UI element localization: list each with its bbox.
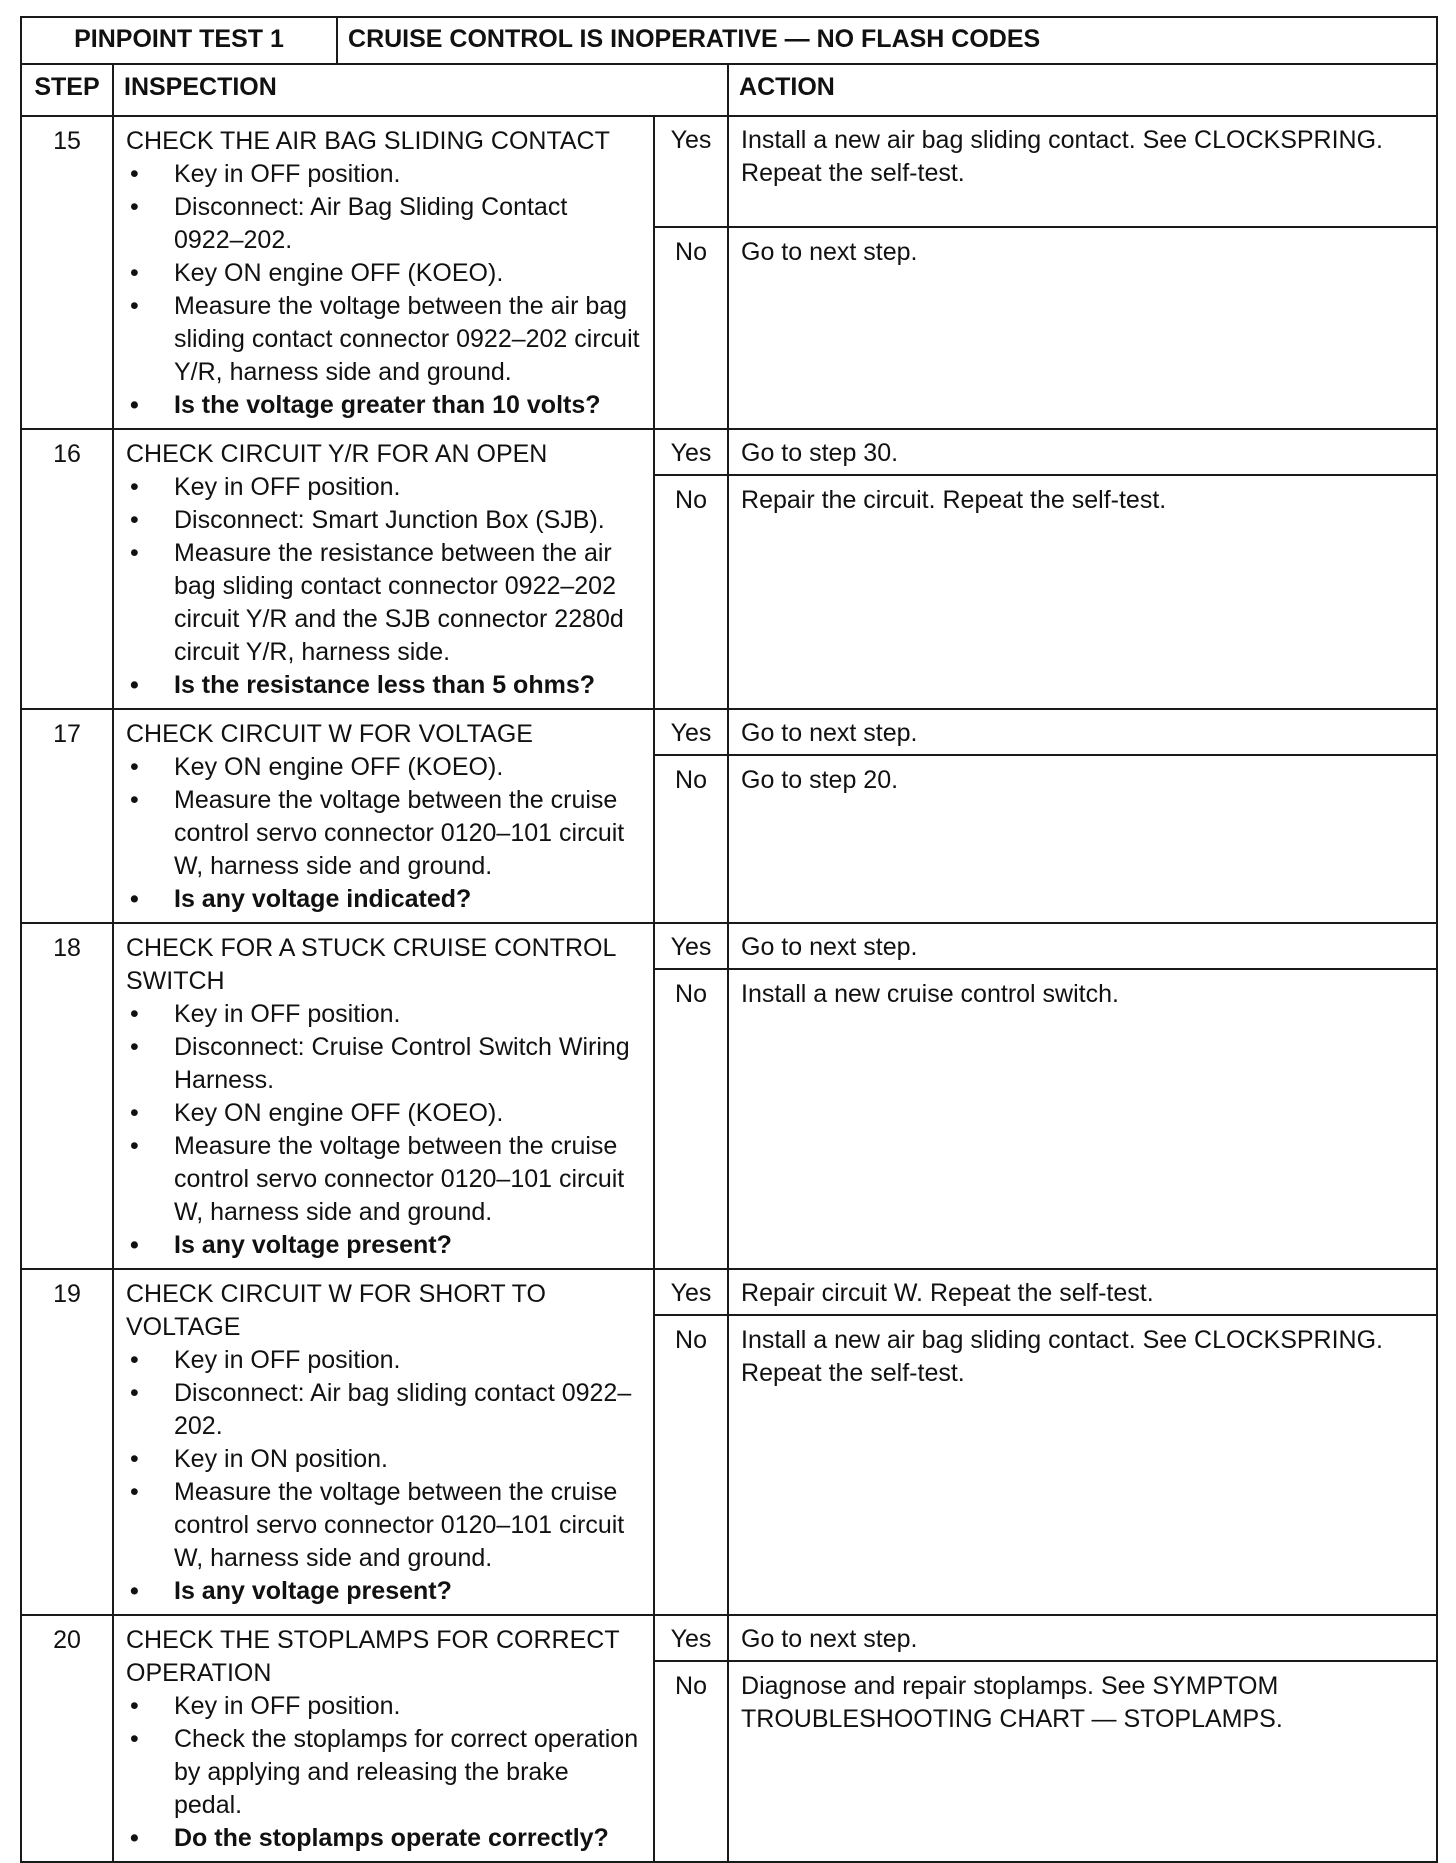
inspection-bullets bbox=[126, 1690, 643, 1855]
no-action: Repair the circuit. Repeat the self-test. bbox=[741, 486, 1167, 514]
yes-no-cell bbox=[654, 1615, 728, 1862]
yes-action: Install a new air bag sliding contact. See CLOCKSPRING. Repeat the self-test. bbox=[729, 117, 1436, 228]
inspection-bullets bbox=[126, 158, 643, 422]
step-bullet: • Key in ON position. bbox=[126, 1443, 643, 1476]
inspection-bullets bbox=[126, 471, 643, 702]
yes-no-cell bbox=[654, 709, 728, 923]
inspection-bullets bbox=[126, 998, 643, 1262]
step-row bbox=[21, 116, 1437, 429]
step-question: • Is the resistance less than 5 ohms? bbox=[126, 669, 643, 702]
action-cell bbox=[728, 116, 1437, 429]
yes-action: Go to next step. bbox=[729, 924, 1436, 970]
step-question: • Is any voltage indicated? bbox=[126, 883, 643, 916]
inspection-cell bbox=[113, 116, 654, 429]
no-label: No bbox=[675, 238, 707, 266]
action-cell bbox=[728, 429, 1437, 709]
step-question: • Is the voltage greater than 10 volts? bbox=[126, 389, 643, 422]
step-number: 16 bbox=[21, 429, 113, 709]
test-title: CRUISE CONTROL IS INOPERATIVE — NO FLASH CODES bbox=[337, 17, 1437, 64]
action-cell bbox=[728, 923, 1437, 1269]
step-bullet: • Measure the voltage between the cruise control servo connector 0120–101 circuit W, harness side and ground. bbox=[126, 784, 643, 883]
step-bullet: • Key ON engine OFF (KOEO). bbox=[126, 1097, 643, 1130]
yes-no-cell bbox=[654, 116, 728, 429]
yes-label: Yes bbox=[655, 924, 727, 970]
step-bullet: • Disconnect: Cruise Control Switch Wiring Harness. bbox=[126, 1031, 643, 1097]
no-label: No bbox=[675, 1672, 707, 1700]
yes-no-cell bbox=[654, 1269, 728, 1615]
step-bullet: • Measure the voltage between the air bag sliding contact connector 0922–202 circuit Y/R, harness side and ground. bbox=[126, 290, 643, 389]
inspection-cell bbox=[113, 1269, 654, 1615]
inspection-title: CHECK CIRCUIT Y/R FOR AN OPEN bbox=[126, 440, 548, 468]
pinpoint-test-table bbox=[20, 16, 1438, 1863]
step-row bbox=[21, 709, 1437, 923]
inspection-cell bbox=[113, 709, 654, 923]
action-cell bbox=[728, 1615, 1437, 1862]
yes-label: Yes bbox=[655, 1270, 727, 1316]
step-bullet: • Key ON engine OFF (KOEO). bbox=[126, 751, 643, 784]
inspection-cell bbox=[113, 923, 654, 1269]
inspection-title: CHECK CIRCUIT W FOR SHORT TO VOLTAGE bbox=[126, 1280, 546, 1341]
inspection-bullets bbox=[126, 751, 643, 916]
no-action: Diagnose and repair stoplamps. See SYMPTOM TROUBLESHOOTING CHART — STOPLAMPS. bbox=[741, 1672, 1283, 1733]
yes-action: Repair circuit W. Repeat the self-test. bbox=[729, 1270, 1436, 1316]
inspection-title: CHECK FOR A STUCK CRUISE CONTROL SWITCH bbox=[126, 934, 616, 995]
step-bullet: • Disconnect: Air bag sliding contact 0922–202. bbox=[126, 1377, 643, 1443]
step-row bbox=[21, 923, 1437, 1269]
step-bullet: • Measure the resistance between the air bag sliding contact connector 0922–202 circuit Y/R and the SJB connector 2280d circuit Y/R, harness side. bbox=[126, 537, 643, 669]
yes-label: Yes bbox=[655, 430, 727, 476]
step-number: 19 bbox=[21, 1269, 113, 1615]
step-bullet: • Check the stoplamps for correct operation by applying and releasing the brake pedal. bbox=[126, 1723, 643, 1822]
yes-no-cell bbox=[654, 429, 728, 709]
inspection-cell bbox=[113, 1615, 654, 1862]
action-cell bbox=[728, 1269, 1437, 1615]
step-number: 18 bbox=[21, 923, 113, 1269]
step-row bbox=[21, 429, 1437, 709]
step-question: • Do the stoplamps operate correctly? bbox=[126, 1822, 643, 1855]
yes-action: Go to next step. bbox=[729, 1616, 1436, 1662]
title-row bbox=[21, 17, 1437, 64]
step-bullet: • Key in OFF position. bbox=[126, 998, 643, 1031]
test-label: PINPOINT TEST 1 bbox=[21, 17, 337, 64]
step-row bbox=[21, 1269, 1437, 1615]
yes-action: Go to next step. bbox=[729, 710, 1436, 756]
inspection-bullets bbox=[126, 1344, 643, 1608]
no-label: No bbox=[675, 486, 707, 514]
step-bullet: • Measure the voltage between the cruise control servo connector 0120–101 circuit W, harness side and ground. bbox=[126, 1476, 643, 1575]
yes-label: Yes bbox=[655, 117, 727, 228]
step-number: 20 bbox=[21, 1615, 113, 1862]
column-header-action: ACTION bbox=[728, 64, 1437, 116]
inspection-cell bbox=[113, 429, 654, 709]
column-header-row bbox=[21, 64, 1437, 116]
inspection-title: CHECK THE AIR BAG SLIDING CONTACT bbox=[126, 127, 610, 155]
no-action: Go to next step. bbox=[741, 238, 918, 266]
no-label: No bbox=[675, 766, 707, 794]
inspection-title: CHECK THE STOPLAMPS FOR CORRECT OPERATION bbox=[126, 1626, 620, 1687]
step-number: 15 bbox=[21, 116, 113, 429]
step-bullet: • Disconnect: Air Bag Sliding Contact 0922–202. bbox=[126, 191, 643, 257]
inspection-title: CHECK CIRCUIT W FOR VOLTAGE bbox=[126, 720, 533, 748]
step-bullet: • Key in OFF position. bbox=[126, 1690, 643, 1723]
no-label: No bbox=[675, 980, 707, 1008]
step-bullet: • Key in OFF position. bbox=[126, 158, 643, 191]
step-question: • Is any voltage present? bbox=[126, 1575, 643, 1608]
yes-no-cell bbox=[654, 923, 728, 1269]
column-header-step: STEP bbox=[21, 64, 113, 116]
step-bullet: • Key ON engine OFF (KOEO). bbox=[126, 257, 643, 290]
no-label: No bbox=[675, 1326, 707, 1354]
no-action: Install a new air bag sliding contact. See CLOCKSPRING. Repeat the self-test. bbox=[741, 1326, 1383, 1387]
action-cell bbox=[728, 709, 1437, 923]
no-action: Go to step 20. bbox=[741, 766, 899, 794]
step-bullet: • Measure the voltage between the cruise control servo connector 0120–101 circuit W, harness side and ground. bbox=[126, 1130, 643, 1229]
step-bullet: • Key in OFF position. bbox=[126, 1344, 643, 1377]
column-header-inspection: INSPECTION bbox=[113, 64, 728, 116]
step-number: 17 bbox=[21, 709, 113, 923]
pinpoint-test-sheet bbox=[20, 16, 1436, 1863]
no-action: Install a new cruise control switch. bbox=[741, 980, 1119, 1008]
step-row bbox=[21, 1615, 1437, 1862]
step-bullet: • Disconnect: Smart Junction Box (SJB). bbox=[126, 504, 643, 537]
step-bullet: • Key in OFF position. bbox=[126, 471, 643, 504]
yes-label: Yes bbox=[655, 710, 727, 756]
step-question: • Is any voltage present? bbox=[126, 1229, 643, 1262]
yes-action: Go to step 30. bbox=[729, 430, 1436, 476]
yes-label: Yes bbox=[655, 1616, 727, 1662]
